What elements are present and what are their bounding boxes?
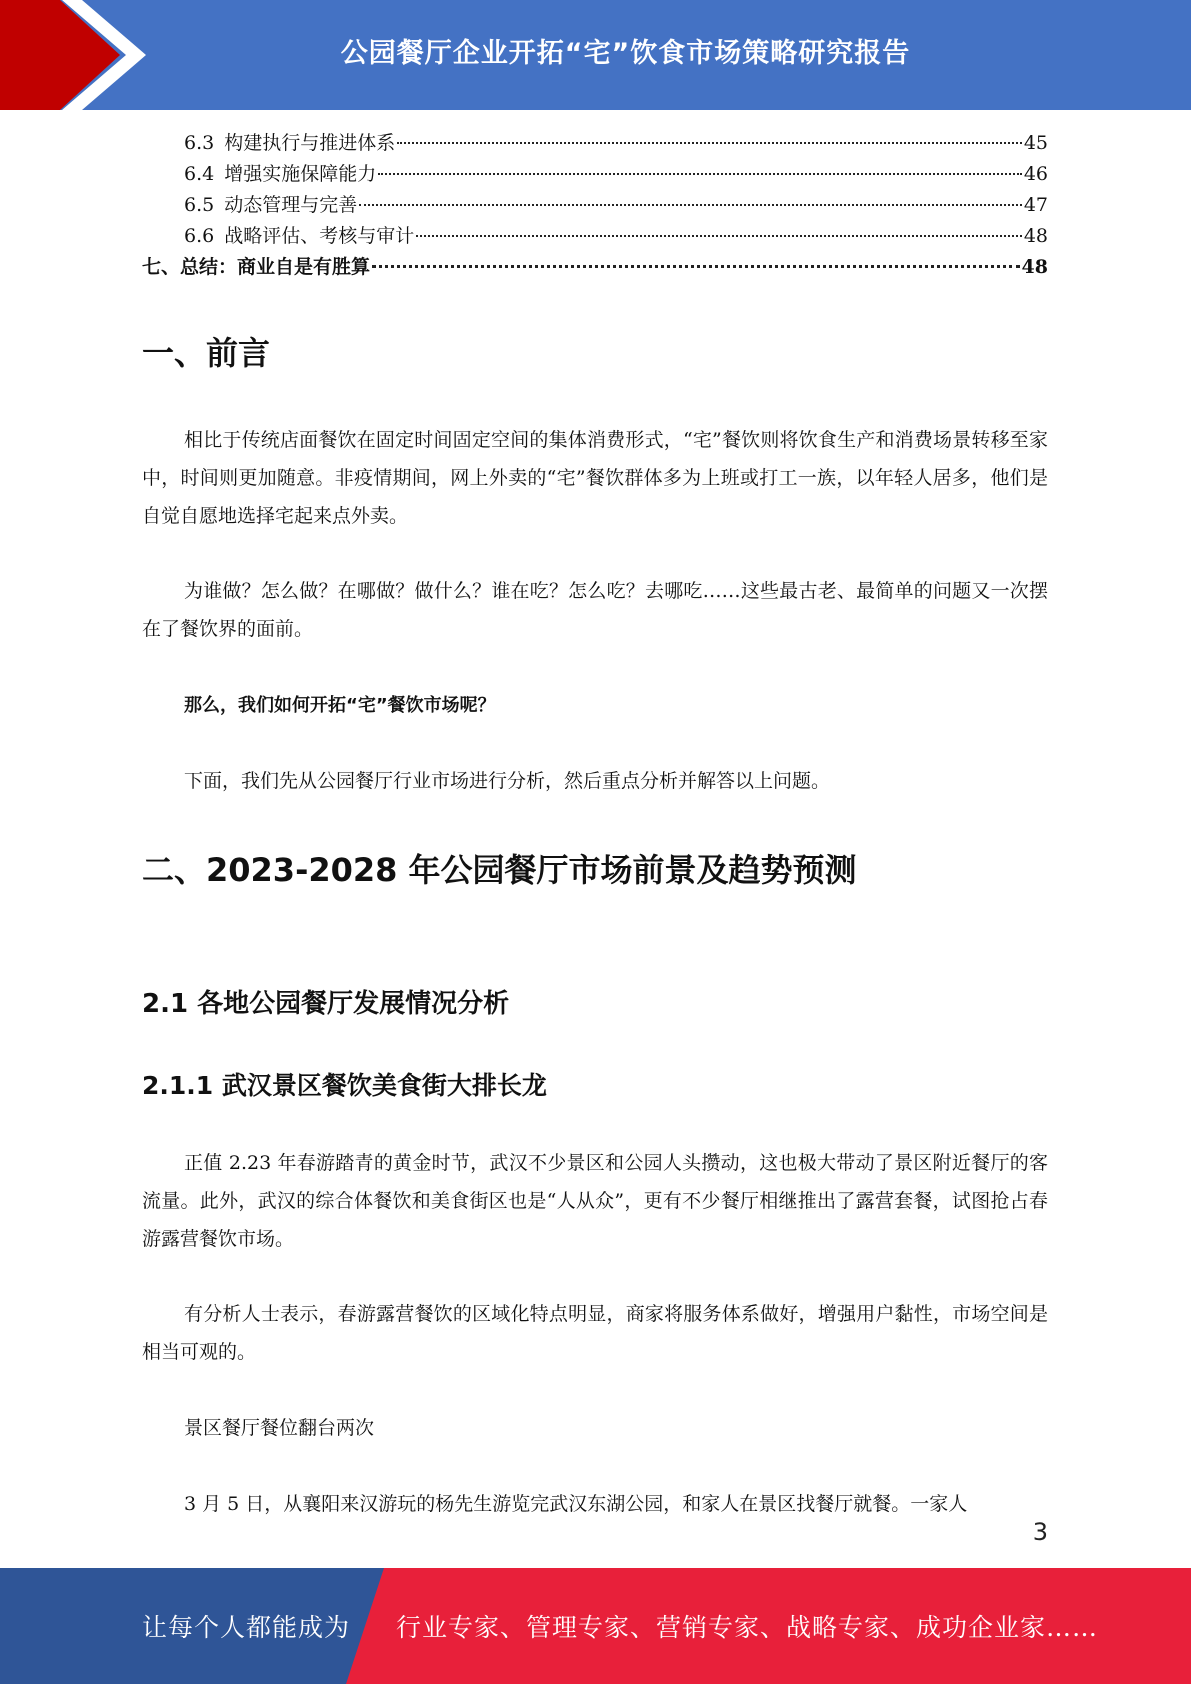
footer-banner [0,1568,1191,1684]
header-banner [0,0,1191,110]
table-of-contents [142,128,1048,283]
toc-entry[interactable] [142,190,1048,221]
footer-slogan-right: 行业专家、管理专家、营销专家、战略专家、成功企业家…… [396,1613,1099,1642]
toc-entry[interactable] [142,159,1048,190]
paragraph: 正值 2.23 年春游踏青的黄金时节，武汉不少景区和公园人头攒动，这也极大带动了景区附近餐厅的客流量。此外，武汉的综合体餐饮和美食街区也是“人从众”，更有不少餐厅相继推出了露营套餐，试图抢占春游露营餐饮市场。 [142,1152,1048,1250]
paragraph-question: 那么，我们如何开拓“宅”餐饮市场呢？ [184,695,496,716]
toc-entry-page: 46 [1023,163,1048,185]
toc-entry-page: 47 [1023,194,1048,216]
toc-leader-dots [397,142,1022,144]
section-heading-forecast: 二、2023-2028 年公园餐厅市场前景及趋势预测 [142,851,857,889]
toc-entry-title: 构建执行与推进体系 [224,132,396,154]
toc-entry[interactable] [142,128,1048,159]
toc-entry-page: 48 [1023,225,1048,247]
paragraph: 下面，我们先从公园餐厅行业市场进行分析，然后重点分析并解答以上问题。 [184,770,831,792]
toc-entry-number: 6.3 [184,132,215,154]
toc-entry-title: 动态管理与完善 [224,194,358,216]
subsection-heading: 2.1 各地公园餐厅发展情况分析 [142,989,510,1019]
paragraph: 有分析人士表示，春游露营餐饮的区域化特点明显，商家将服务体系做好，增强用户黏性，市场空间是相当可观的。 [142,1303,1048,1363]
paragraph: 相比于传统店面餐饮在固定时间固定空间的集体消费形式，“宅”餐饮则将饮食生产和消费场景转移至家中，时间则更加随意。非疫情期间，网上外卖的“宅”餐饮群体多为上班或打工一族，以年轻人居多，他们是自觉自愿地选择宅起来点外卖。 [142,429,1048,527]
paragraph: 景区餐厅餐位翻台两次 [184,1417,375,1439]
subsubsection-heading: 2.1.1 武汉景区餐饮美食街大排长龙 [142,1071,547,1100]
toc-entry-page: 45 [1023,132,1048,154]
toc-entry-title: 战略评估、考核与审计 [224,225,415,247]
toc-entry[interactable] [142,221,1048,252]
toc-entry-number: 6.5 [184,194,215,216]
toc-entry-title: 七、总结：商业自是有胜算 [142,256,371,278]
toc-entry-number: 6.4 [184,163,215,185]
paragraph: 3 月 5 日，从襄阳来汉游玩的杨先生游览完武汉东湖公园，和家人在景区找餐厅就餐。一家人 [184,1493,968,1515]
toc-entry[interactable] [142,252,1048,283]
toc-leader-dots [416,235,1022,237]
toc-entry-page: 48 [1021,256,1048,278]
report-title: 公园餐厅企业开拓“宅”饮食市场策略研究报告 [340,37,911,69]
toc-leader-dots [372,265,1020,268]
paragraph: 为谁做？怎么做？在哪做？做什么？谁在吃？怎么吃？去哪吃……这些最古老、最简单的问题又一次摆在了餐饮界的面前。 [142,580,1048,640]
toc-leader-dots [378,173,1022,175]
toc-entry-number: 6.6 [184,225,215,247]
footer-slogan-left: 让每个人都能成为 [142,1613,351,1642]
toc-leader-dots [359,204,1022,206]
section-heading-preface: 一、前言 [142,334,271,372]
toc-entry-title: 增强实施保障能力 [224,163,377,185]
header-arrow-decoration [0,0,160,110]
page-number: 3 [1032,1518,1048,1546]
